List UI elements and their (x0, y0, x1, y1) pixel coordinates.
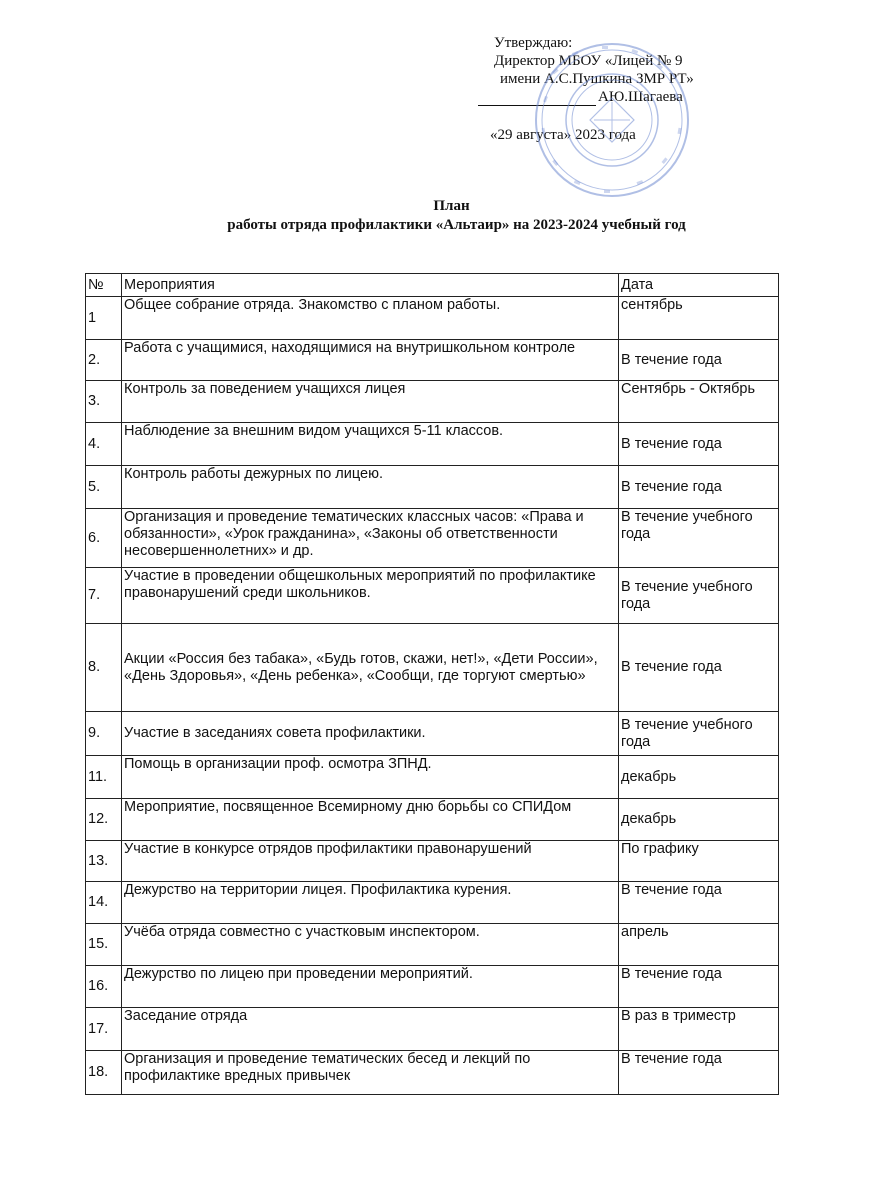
table-row (86, 882, 779, 924)
row-number: 1 (86, 297, 122, 340)
row-event: Работа с учащимися, находящимися на внутришкольном контроле (122, 340, 619, 381)
document-title (0, 197, 873, 235)
row-date: В течение учебного года (619, 509, 779, 568)
row-date: По графику (619, 841, 779, 882)
row-date: В течение года (619, 340, 779, 381)
row-date: В течение года (619, 466, 779, 509)
title-plan: План (433, 198, 470, 214)
row-number: 4. (86, 423, 122, 466)
row-event: Дежурство на территории лицея. Профилактика курения. (122, 882, 619, 924)
table-row (86, 423, 779, 466)
row-date: В раз в триместр (619, 1008, 779, 1051)
approval-position: Директор МБОУ «Лицей № 9 (494, 53, 683, 69)
table-row (86, 1008, 779, 1051)
row-number: 6. (86, 509, 122, 568)
row-date: В течение года (619, 423, 779, 466)
row-date: В течение учебного года (619, 568, 779, 624)
row-event: Организация и проведение тематических классных часов: «Права и обязанности», «Урок гражданина», «Законы об ответственности несовершеннолетних» и др. (122, 509, 619, 568)
table-row (86, 1051, 779, 1095)
signature-name: АЮ.Шагаева (598, 89, 683, 105)
table-row (86, 712, 779, 756)
row-number: 5. (86, 466, 122, 509)
row-event: Учёба отряда совместно с участковым инспектором. (122, 924, 619, 966)
table-row (86, 799, 779, 841)
row-number: 8. (86, 624, 122, 712)
row-date: декабрь (619, 756, 779, 799)
table-row (86, 624, 779, 712)
row-number: 11. (86, 756, 122, 799)
approval-organization: имени А.С.Пушкина ЗМР РТ» (500, 71, 694, 87)
row-date: Сентябрь - Октябрь (619, 381, 779, 423)
row-number: 18. (86, 1051, 122, 1095)
row-number: 12. (86, 799, 122, 841)
header-number: № (86, 274, 122, 297)
official-stamp-icon (532, 40, 692, 200)
row-number: 15. (86, 924, 122, 966)
row-event: Заседание отряда (122, 1008, 619, 1051)
table-row (86, 466, 779, 509)
table-row (86, 966, 779, 1008)
header-events: Мероприятия (122, 274, 619, 297)
approval-date: «29 августа» 2023 года (490, 127, 636, 143)
table-header-row (86, 274, 779, 297)
row-event: Участие в проведении общешкольных мероприятий по профилактике правонарушений среди школьников. (122, 568, 619, 624)
row-date: В течение года (619, 882, 779, 924)
row-number: 13. (86, 841, 122, 882)
title-subject: работы отряда профилактики «Альтаир» на 2023-2024 учебный год (227, 217, 686, 233)
row-event: Акции «Россия без табака», «Будь готов, скажи, нет!», «Дети России», «День Здоровья», «День ребенка», «Сообщи, где торгуют смертью» (122, 624, 619, 712)
row-event: Участие в конкурсе отрядов профилактики правонарушений (122, 841, 619, 882)
table-row (86, 841, 779, 882)
table-row (86, 381, 779, 423)
table-row (86, 924, 779, 966)
header-date: Дата (619, 274, 779, 297)
row-event: Наблюдение за внешним видом учащихся 5-11 классов. (122, 423, 619, 466)
row-number: 2. (86, 340, 122, 381)
row-date: апрель (619, 924, 779, 966)
row-event: Организация и проведение тематических бесед и лекций по профилактике вредных привычек (122, 1051, 619, 1095)
table-row (86, 340, 779, 381)
approval-heading: Утверждаю: (494, 35, 573, 51)
row-event: Помощь в организации проф. осмотра ЗПНД. (122, 756, 619, 799)
row-event: Контроль работы дежурных по лицею. (122, 466, 619, 509)
table-row (86, 297, 779, 340)
row-number: 7. (86, 568, 122, 624)
table-row (86, 568, 779, 624)
row-date: декабрь (619, 799, 779, 841)
row-event: Мероприятие, посвященное Всемирному дню борьбы со СПИДом (122, 799, 619, 841)
row-date: В течение года (619, 624, 779, 712)
row-event: Дежурство по лицею при проведении мероприятий. (122, 966, 619, 1008)
row-event: Общее собрание отряда. Знакомство с планом работы. (122, 297, 619, 340)
row-number: 16. (86, 966, 122, 1008)
row-number: 3. (86, 381, 122, 423)
row-event: Контроль за поведением учащихся лицея (122, 381, 619, 423)
row-date: В течение года (619, 966, 779, 1008)
row-number: 17. (86, 1008, 122, 1051)
table-row (86, 509, 779, 568)
row-number: 9. (86, 712, 122, 756)
row-date: В течение учебного года (619, 712, 779, 756)
table-row (86, 756, 779, 799)
row-date: В течение года (619, 1051, 779, 1095)
row-date: сентябрь (619, 297, 779, 340)
events-table (85, 273, 779, 1095)
row-event: Участие в заседаниях совета профилактики. (122, 712, 619, 756)
row-number: 14. (86, 882, 122, 924)
